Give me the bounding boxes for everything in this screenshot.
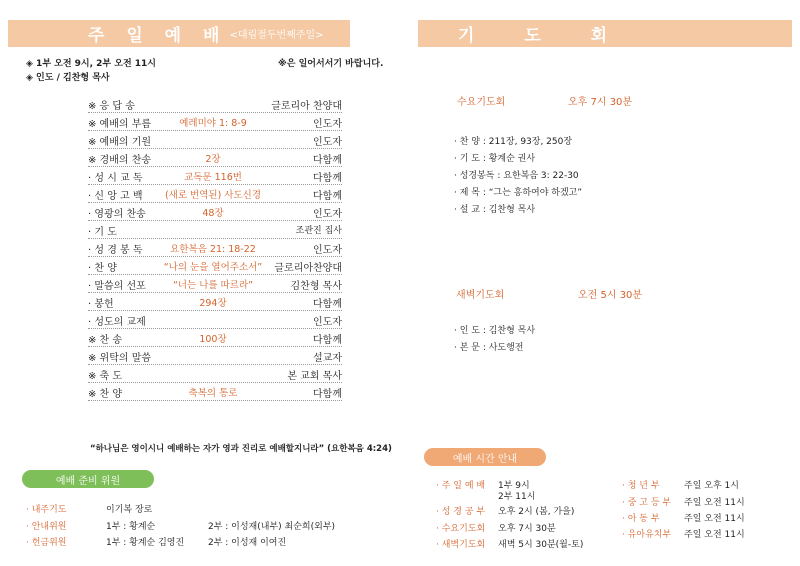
worship-header	[8, 20, 350, 47]
service-times: ◈ 1부 오전 9시, 2부 오전 11시	[26, 59, 157, 69]
order-item: · 찬 양 “나의 눈을 열어주소서” 글로리아찬양대	[88, 257, 342, 275]
prayer-header	[418, 20, 792, 47]
worship-title: 주 일 예 배	[88, 26, 228, 46]
schedule-label: 예배 시간 안내	[424, 448, 546, 466]
dawn-title: 새벽기도회	[456, 290, 505, 301]
service-leader: ◈ 인도 / 김찬형 목사	[26, 73, 110, 83]
list-item: · 제 목 : “그는 흥하여야 하겠고”	[454, 188, 583, 198]
schedule-row: · 아 동 부 주일 오전 11시	[622, 514, 745, 524]
schedule-row: · 성 경 공 부 오후 2시 (봄, 가을)	[436, 507, 575, 517]
order-item: · 성 경 봉 독 요한복음 21: 18-22 인도자	[88, 239, 342, 257]
worship-subtitle: <대림절두번째주일>	[229, 30, 324, 41]
schedule-row: · 청 년 부 주일 오후 1시	[622, 481, 739, 491]
committee-row: · 안내위원 1부 : 황계순 2부 : 이성재(내부) 최순희(외부)	[26, 522, 336, 532]
committee-row: · 헌금위원 1부 : 황계순 김영진 2부 : 이성재 이여진	[26, 538, 287, 548]
prayer-title: 기 도 회	[458, 26, 630, 46]
scripture-verse: “하나님은 영이시니 예배하는 자가 영과 진리로 예배할지니라” (요한복음 4:24)	[90, 444, 392, 454]
order-item: ※ 찬 양 축복의 통로 다함께	[88, 383, 342, 401]
order-item: ※ 찬 송 100장 다함께	[88, 329, 342, 347]
wednesday-time: 오후 7시 30분	[568, 97, 633, 108]
schedule-row: · 수요기도회 오후 7시 30분	[436, 524, 556, 534]
order-item: · 성 시 교 독 교독문 116번 다함께	[88, 167, 342, 185]
order-item: · 말씀의 선포 “너는 나를 따르라” 김찬형 목사	[88, 275, 342, 293]
schedule-row: · 주 일 예 배 1부 9시	[436, 481, 530, 491]
schedule-row: · 새벽기도회 새벽 5시 30분(월-토)	[436, 540, 584, 550]
list-item: · 인 도 : 김찬형 목사	[454, 326, 536, 336]
list-item: · 성경봉독 : 요한복음 3: 22-30	[454, 171, 579, 181]
order-item: ※ 위탁의 말씀 설교자	[88, 347, 342, 365]
order-item: ※ 예배의 부름 예레미야 1: 8-9 인도자	[88, 113, 342, 131]
order-item: · 신 앙 고 백 (새로 번역된) 사도신경 다함께	[88, 185, 342, 203]
order-item: ※ 응 답 송 글로리아 찬양대	[88, 95, 342, 113]
order-item: · 봉헌 294장 다함께	[88, 293, 342, 311]
list-item: · 설 교 : 김찬형 목사	[454, 205, 536, 215]
order-item: ※ 축 도 본 교회 목사	[88, 365, 342, 383]
dawn-time: 오전 5시 30분	[578, 290, 643, 301]
committee-label: 예배 준비 위원	[22, 470, 154, 488]
order-item: · 성도의 교제 인도자	[88, 311, 342, 329]
list-item: · 본 문 : 사도행전	[454, 343, 524, 353]
schedule-row: · 중 고 등 부 주일 오전 11시	[622, 498, 745, 508]
committee-row: · 내주기도 이기복 장로	[26, 505, 153, 515]
list-item: · 기 도 : 황계순 권사	[454, 154, 536, 164]
order-item: · 기 도 조관진 집사	[88, 221, 342, 239]
order-item: · 영광의 찬송 48장 인도자	[88, 203, 342, 221]
order-item: ※ 경배의 찬송 2장 다함께	[88, 149, 342, 167]
order-item: ※ 예배의 기원 인도자	[88, 131, 342, 149]
stand-note: ※은 일어서서기 바랍니다.	[278, 59, 384, 69]
list-item: · 찬 양 : 211장, 93장, 250장	[454, 137, 573, 147]
wednesday-title: 수요기도회	[457, 97, 506, 108]
schedule-row: · 유아유치부 주일 오전 11시	[622, 530, 745, 540]
